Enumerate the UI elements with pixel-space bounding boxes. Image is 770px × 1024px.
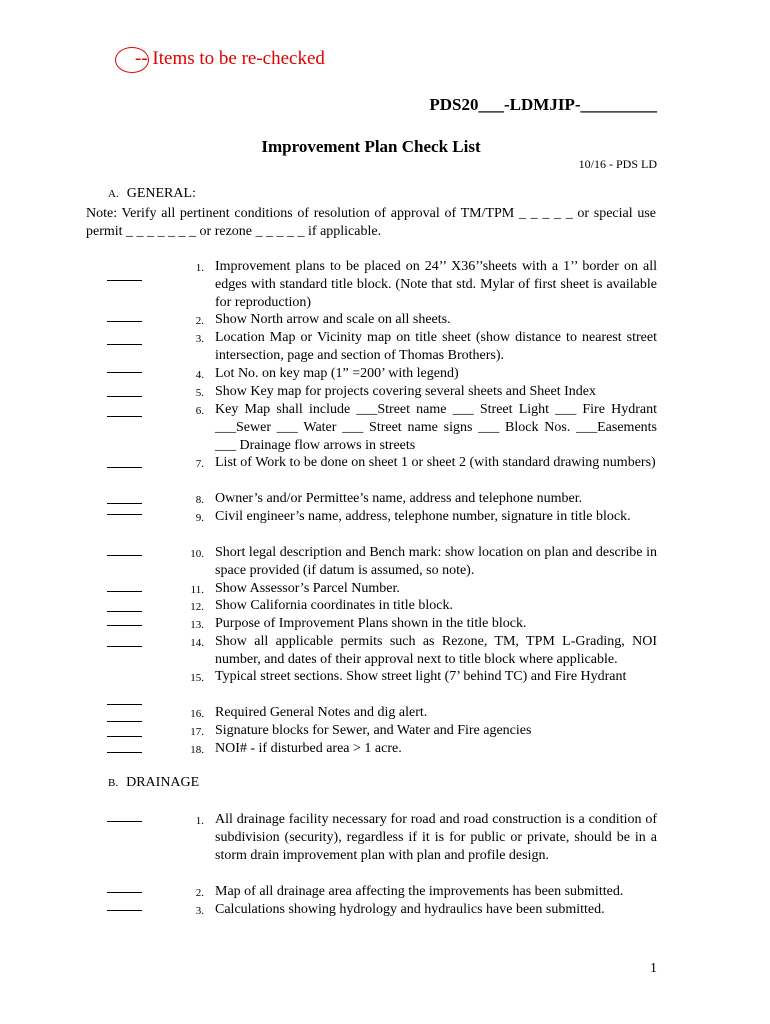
page-title: Improvement Plan Check List <box>261 137 481 156</box>
section-a-title: GENERAL: <box>126 186 196 201</box>
item-number: 8. <box>195 494 204 506</box>
item-number: 7. <box>195 458 204 470</box>
item-number: 6. <box>195 405 204 417</box>
check-blank-line[interactable] <box>107 396 142 397</box>
item-text: Signature blocks for Sewer, and Water and Fire agencies <box>215 723 532 738</box>
item-text: Improvement plans to be placed on 24’’ X36’’sheets with a 1’’ border on all edges with standard title block. (Note that std. Mylar of first sheet is available for reproduction) <box>215 259 657 310</box>
check-blank-line[interactable] <box>107 372 142 373</box>
item-number: 2. <box>195 315 204 327</box>
item-number: 18. <box>190 744 204 756</box>
check-blank-line[interactable] <box>107 321 142 322</box>
check-blank-line[interactable] <box>107 514 142 515</box>
section-a-note: Note: Verify all pertinent conditions of resolution of approval of TM/TPM _ _ _ _ _ or special use permit _ _ _ _ _ _ _ or rezone _ _ _ _ _ if applicable. <box>86 206 656 239</box>
item-text: Owner’s and/or Permittee’s name, address and telephone number. <box>215 491 583 506</box>
revision-label: 10/16 - PDS LD <box>578 157 657 171</box>
section-b-letter: B. <box>108 777 119 789</box>
check-blank-line[interactable] <box>107 555 142 556</box>
item-number: 1. <box>195 262 204 274</box>
item-number: 13. <box>190 619 204 631</box>
item-number: 3. <box>195 905 204 917</box>
item-text: All drainage facility necessary for road and road construction is a condition of subdivision (security), regardless if it is for public or private, should be in a storm drain improvement plan with plan and profile design. <box>215 812 657 863</box>
item-number: 2. <box>195 887 204 899</box>
item-number: 5. <box>195 387 204 399</box>
check-blank-line[interactable] <box>107 910 142 911</box>
item-number: 14. <box>190 637 204 649</box>
check-blank-line[interactable] <box>107 892 142 893</box>
item-number: 10. <box>190 548 204 560</box>
check-blank-line[interactable] <box>107 721 142 722</box>
item-text: Required General Notes and dig alert. <box>215 705 428 720</box>
section-b-title: DRAINAGE <box>126 775 200 790</box>
item-number: 9. <box>195 512 204 524</box>
item-number: 17. <box>190 726 204 738</box>
item-number: 11. <box>190 584 204 596</box>
check-blank-line[interactable] <box>107 503 142 504</box>
item-text: NOI# - if disturbed area > 1 acre. <box>215 741 402 756</box>
item-text: Show North arrow and scale on all sheets. <box>215 312 451 327</box>
item-text: Show Key map for projects covering several sheets and Sheet Index <box>215 384 596 399</box>
check-blank-line[interactable] <box>107 280 142 281</box>
check-blank-line[interactable] <box>107 736 142 737</box>
section-a-letter: A. <box>108 188 119 200</box>
item-text: Purpose of Improvement Plans shown in the title block. <box>215 616 527 631</box>
item-text: Lot No. on key map (1” =200’ with legend) <box>215 366 459 381</box>
item-text: Show California coordinates in title block. <box>215 598 453 613</box>
check-blank-line[interactable] <box>107 704 142 705</box>
item-text: Short legal description and Bench mark: show location on plan and describe in space provided (if datum is assumed, so note). <box>215 545 657 578</box>
item-number: 16. <box>190 708 204 720</box>
check-blank-line[interactable] <box>107 752 142 753</box>
item-text: Location Map or Vicinity map on title sheet (show distance to nearest street intersection, page and section of Thomas Brothers). <box>215 330 657 363</box>
check-blank-line[interactable] <box>107 611 142 612</box>
section-a-heading <box>108 186 196 202</box>
check-blank-line[interactable] <box>107 646 142 647</box>
item-text: Civil engineer’s name, address, telephone number, signature in title block. <box>215 509 631 524</box>
item-number: 12. <box>190 601 204 613</box>
item-text: Show all applicable permits such as Rezone, TM, TPM L-Grading, NOI number, and dates of their approval next to title block where applicable. <box>215 634 657 667</box>
item-text: Calculations showing hydrology and hydraulics have been submitted. <box>215 902 605 917</box>
item-text: Key Map shall include ___Street name ___ Street Light ___ Fire Hydrant ___Sewer ___ Water ___ Street name signs ___ Block Nos. ___Easements ___ Drainage flow arrows in streets <box>215 402 657 453</box>
check-blank-line[interactable] <box>107 344 142 345</box>
permit-number: PDS20___-LDMJIP-_________ <box>429 95 657 114</box>
section-b-heading <box>108 775 199 791</box>
check-blank-line[interactable] <box>107 821 142 822</box>
recheck-legend-text: -- Items to be re-checked <box>135 48 325 69</box>
item-text: Map of all drainage area affecting the improvements has been submitted. <box>215 884 624 899</box>
item-text: Typical street sections. Show street light (7’ behind TC) and Fire Hydrant <box>215 669 627 684</box>
item-number: 3. <box>195 333 204 345</box>
item-text: Show Assessor’s Parcel Number. <box>215 581 400 596</box>
check-blank-line[interactable] <box>107 625 142 626</box>
check-blank-line[interactable] <box>107 416 142 417</box>
recheck-legend <box>113 46 373 74</box>
page-number: 1 <box>650 961 657 976</box>
item-number: 15. <box>190 672 204 684</box>
item-number: 1. <box>195 815 204 827</box>
check-blank-line[interactable] <box>107 467 142 468</box>
item-text: List of Work to be done on sheet 1 or sheet 2 (with standard drawing numbers) <box>215 455 656 470</box>
item-number: 4. <box>195 369 204 381</box>
check-blank-line[interactable] <box>107 591 142 592</box>
